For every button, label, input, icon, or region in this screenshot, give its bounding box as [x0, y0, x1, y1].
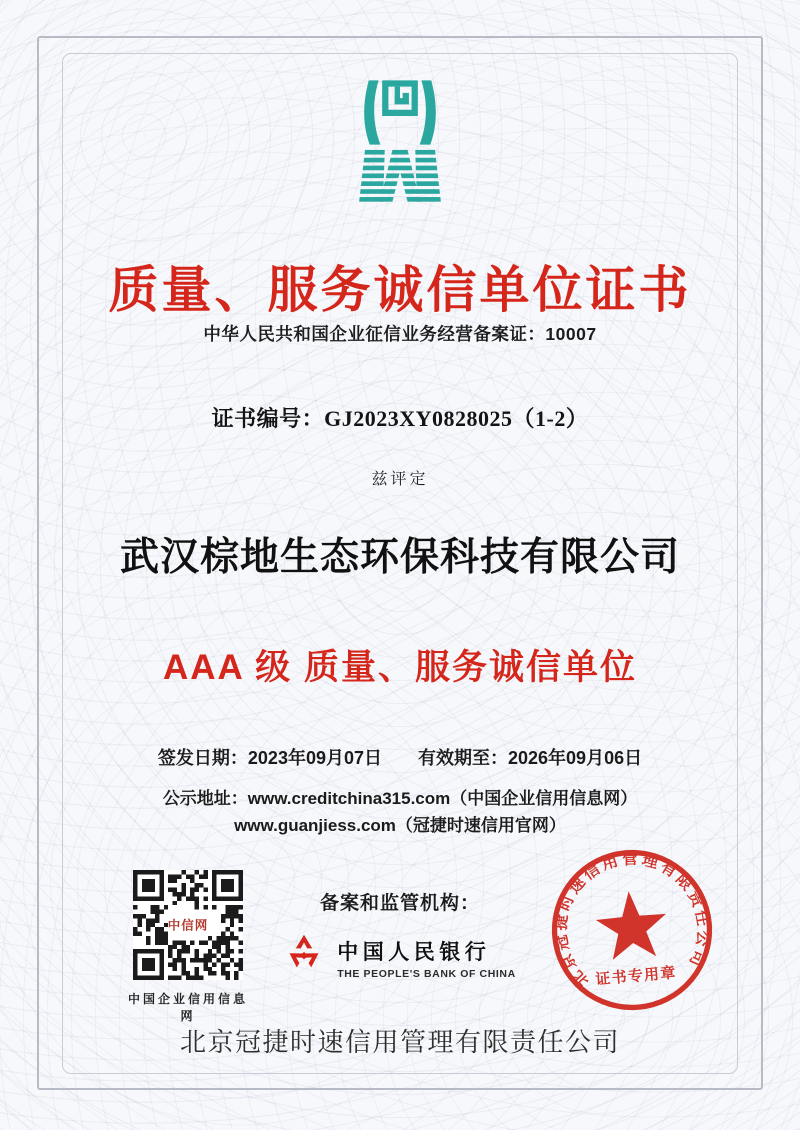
issue-date-label: 签发日期： [157, 748, 248, 768]
publicity-url-2: www.guanjiess.com（冠捷时速信用官网） [234, 816, 566, 835]
issue-date-value: 2023年09月07日 [247, 748, 382, 768]
publicity-label: 公示地址： [162, 789, 248, 808]
logo-container [0, 78, 800, 209]
pboc-names [337, 936, 516, 980]
hereby-text: 兹评定 [371, 471, 429, 488]
pboc-name-en: THE PEOPLE'S BANK OF CHINA [337, 967, 516, 980]
qr-center-text: 中信网 [167, 918, 209, 933]
rating-title: AAA 级 质量、服务诚信单位 [163, 648, 637, 687]
certificate-number-line [0, 402, 800, 433]
regulator-heading: 备案和监管机构： [319, 893, 480, 914]
pboc-name-cn: 中国人民银行 [337, 939, 491, 964]
seal-star-icon [594, 888, 670, 961]
certificate-number-label: 证书编号： [211, 406, 325, 431]
certificate-number-value: GJ2023XY0828025（1-2） [324, 406, 589, 431]
pboc-emblem-icon [284, 934, 324, 981]
awarded-company-name: 武汉棕地生态环保科技有限公司 [119, 536, 680, 579]
company-seal [537, 835, 728, 1026]
seal-ring-text: 北京冠捷时速信用管理有限责任公司 [552, 850, 712, 990]
qr-caption: 中国企业信用信息网 [127, 992, 248, 1023]
certificate-subtitle: 中华人民共和国企业征信业务经营备案证：10007 [203, 324, 597, 344]
guanjie-credit-emblem-icon [342, 78, 458, 204]
valid-until-value: 2026年09月06日 [508, 748, 643, 768]
issuer-company-name: 北京冠捷时速信用管理有限责任公司 [179, 1027, 620, 1057]
seal-bottom-text: 证书专用章 [594, 964, 678, 989]
publicity-address-line1 [0, 784, 800, 809]
publicity-url-1: www.creditchina315.com（中国企业信用信息网） [247, 789, 638, 808]
certificate-title: 质量、服务诚信单位证书 [108, 262, 692, 318]
dates-line [0, 744, 800, 770]
valid-until-label: 有效期至： [418, 748, 508, 768]
publicity-address-line2 [0, 811, 800, 836]
